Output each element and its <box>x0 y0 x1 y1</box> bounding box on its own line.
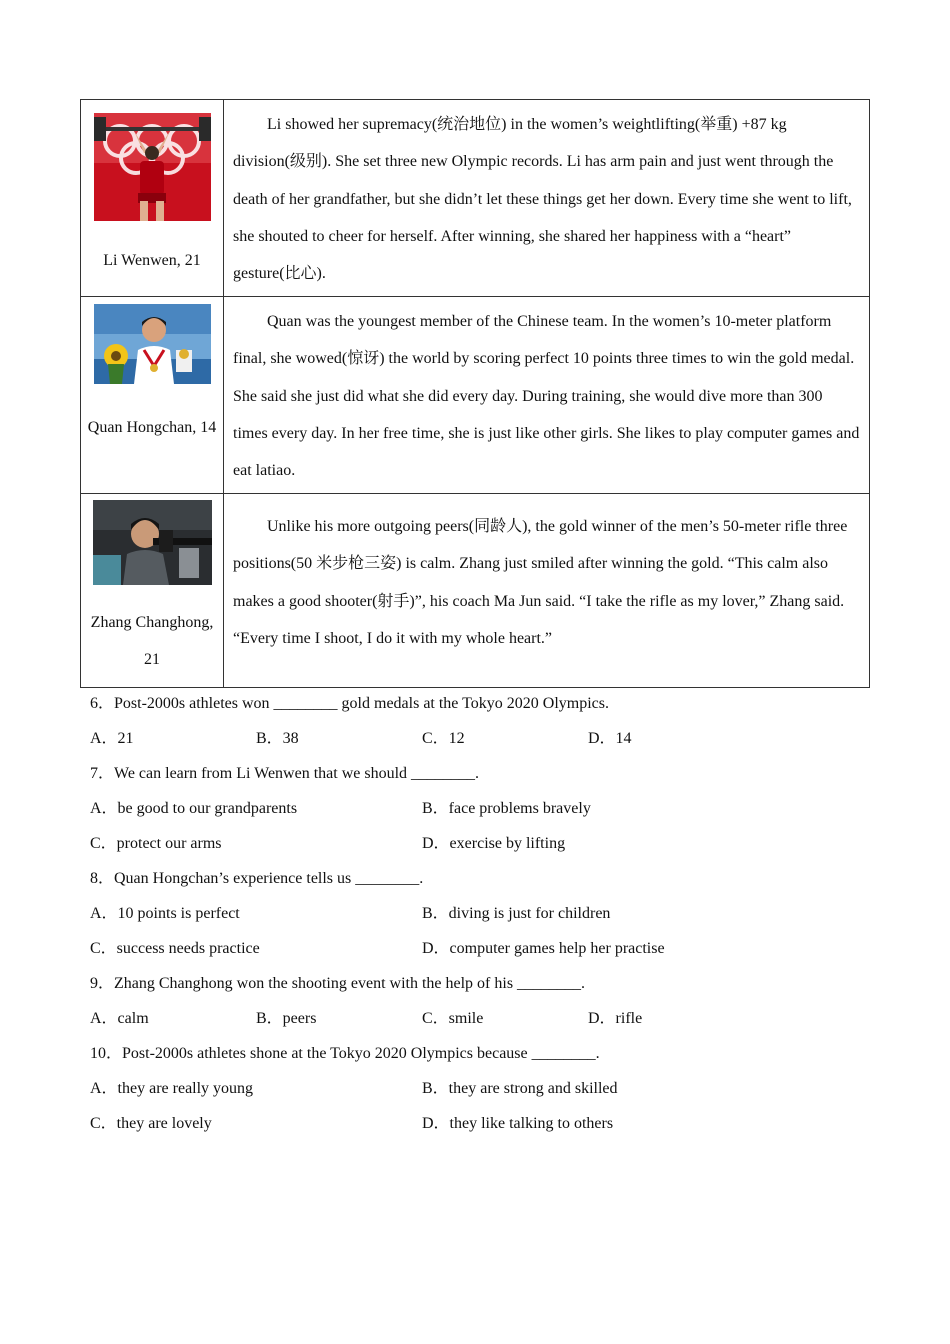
option-b[interactable]: B．38 <box>256 730 299 747</box>
options-row <box>90 721 870 756</box>
question-stem: 10．Post-2000s athletes shone at the Tokyo 2020 Olympics because ________. <box>90 1045 600 1062</box>
profile-text-cell <box>224 494 870 688</box>
option-c[interactable]: C．they are lovely <box>90 1115 212 1132</box>
profile-paragraph: Li showed her supremacy(统治地位) in the women’s weightlifting(举重) +87 kg division(级别). She set three new Olympic records. Li has arm pain and just went through the death of her grandfather, but she didn’t let these things get her down. Every time she went to lift, she shouted to cheer for herself. After winning, she shared her happiness with a “heart” gesture(比心). <box>233 116 852 283</box>
options-row <box>90 791 870 826</box>
profile-row-zhang-changhong <box>81 494 870 688</box>
photo-cell <box>81 100 224 297</box>
option-d[interactable]: D．computer games help her practise <box>422 940 665 957</box>
profile-text-cell <box>224 100 870 297</box>
option-d[interactable]: D．14 <box>588 730 632 747</box>
option-d[interactable]: D．rifle <box>588 1010 643 1027</box>
option-a[interactable]: A．calm <box>90 1010 149 1027</box>
photo-cell <box>81 297 224 494</box>
question-stem: 9．Zhang Changhong won the shooting event with the help of his ________. <box>90 975 586 992</box>
questions-section <box>90 686 870 1141</box>
question-stem: 7．We can learn from Li Wenwen that we should ________. <box>90 765 480 782</box>
option-a[interactable]: A．21 <box>90 730 134 747</box>
athlete-name: Quan Hongchan, 14 <box>87 419 217 436</box>
option-b[interactable]: B．they are strong and skilled <box>422 1080 618 1097</box>
option-a[interactable]: A．they are really young <box>90 1080 254 1097</box>
options-row <box>90 931 870 966</box>
options-row <box>90 826 870 861</box>
option-b[interactable]: B．peers <box>256 1010 317 1027</box>
athlete-name: Zhang Changhong, 21 <box>90 614 214 668</box>
profile-row-quan-hongchan <box>81 297 870 494</box>
photo-cell <box>81 494 224 688</box>
option-a[interactable]: A．10 points is perfect <box>90 905 240 922</box>
athlete-profiles-table <box>80 99 870 688</box>
option-a[interactable]: A．be good to our grandparents <box>90 800 298 817</box>
options-row <box>90 1001 870 1036</box>
option-c[interactable]: C．success needs practice <box>90 940 260 957</box>
diver-photo <box>94 304 211 384</box>
profile-paragraph: Unlike his more outgoing peers(同龄人), the gold winner of the men’s 50-meter rifle three positions(50 米步枪三姿) is calm. Zhang just smiled after winning the gold. “This calm also makes a good shooter(射手)”, his coach Ma Jun said. “I take the rifle as my lover,” Zhang said. “Every time I shoot, I do it with my whole heart.” <box>233 518 848 647</box>
option-d[interactable]: D．exercise by lifting <box>422 835 566 852</box>
question-stem: 6．Post-2000s athletes won ________ gold medals at the Tokyo 2020 Olympics. <box>90 695 609 712</box>
weightlifter-photo <box>94 113 211 221</box>
options-row <box>90 1071 870 1106</box>
profile-paragraph: Quan was the youngest member of the Chinese team. In the women’s 10-meter platform final, she wowed(惊讶) the world by scoring perfect 10 points three times to win the gold medal. She said she just did what she did every day. During training, she would dive more than 300 times every day. In her free time, she is just like other girls. She likes to play computer games and eat latiao. <box>233 313 860 480</box>
profile-text-cell <box>224 297 870 494</box>
option-c[interactable]: C．smile <box>422 1010 484 1027</box>
question-stem: 8．Quan Hongchan’s experience tells us ________. <box>90 870 424 887</box>
options-row <box>90 1106 870 1141</box>
option-c[interactable]: C．12 <box>422 730 465 747</box>
option-b[interactable]: B．face problems bravely <box>422 800 591 817</box>
shooter-photo <box>93 500 212 585</box>
options-row <box>90 896 870 931</box>
athlete-name: Li Wenwen, 21 <box>103 252 201 269</box>
option-b[interactable]: B．diving is just for children <box>422 905 611 922</box>
option-d[interactable]: D．they like talking to others <box>422 1115 614 1132</box>
option-c[interactable]: C．protect our arms <box>90 835 222 852</box>
profile-row-li-wenwen <box>81 100 870 297</box>
